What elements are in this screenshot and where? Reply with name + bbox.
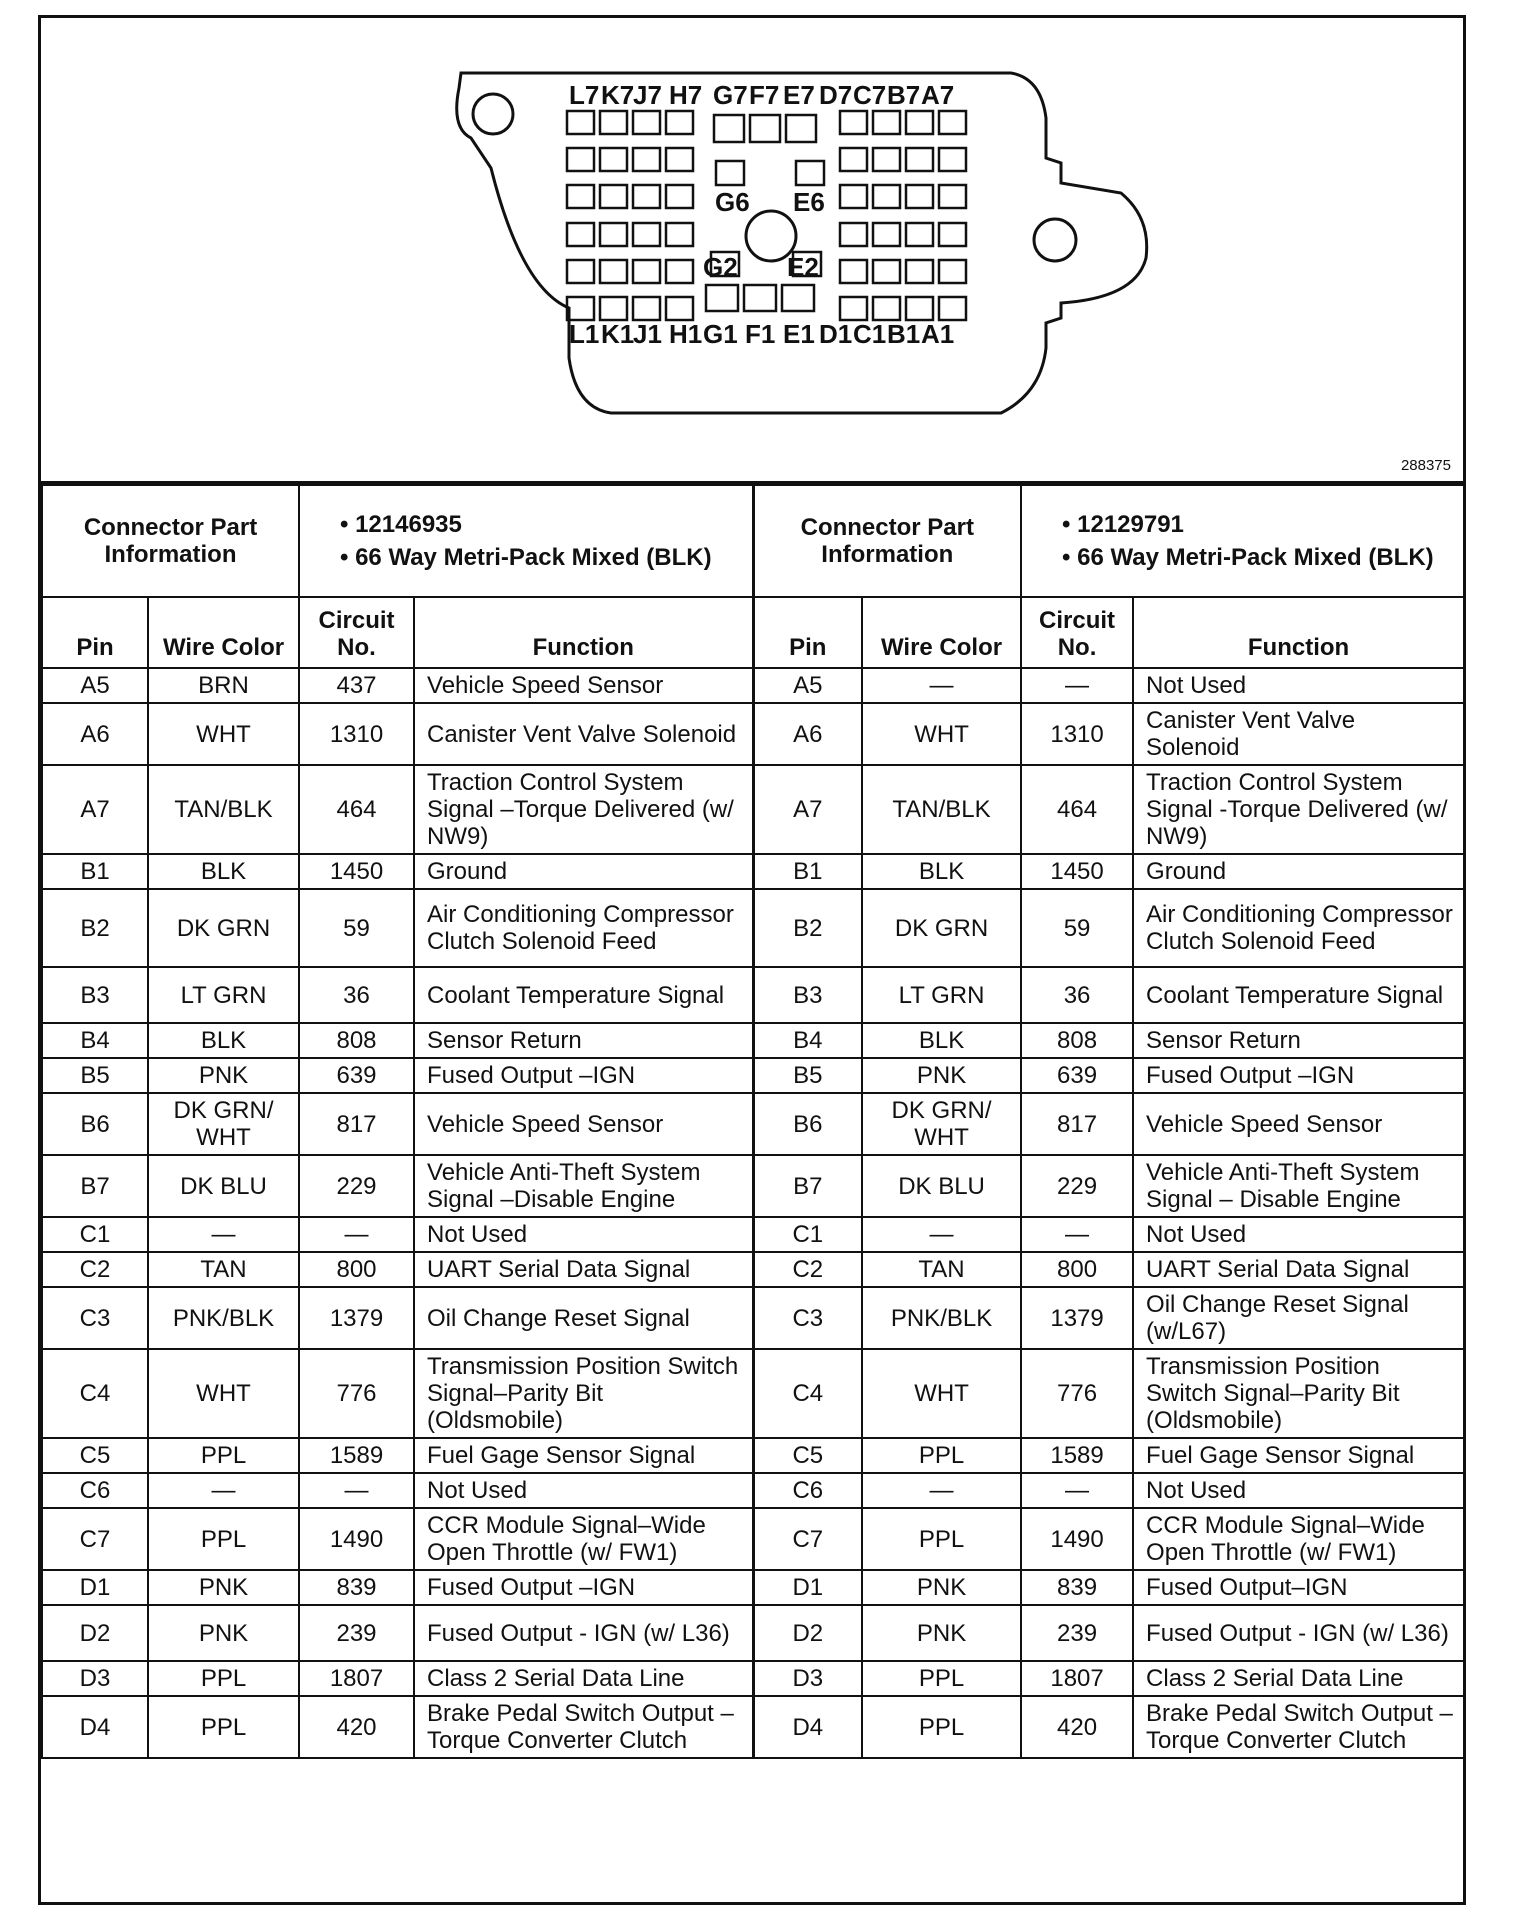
cell-pin-right: B1 (753, 854, 862, 889)
cell-pin: B2 (42, 889, 148, 967)
cell-wire-color-right: PPL (862, 1661, 1021, 1696)
cell-wire-color-right: PPL (862, 1438, 1021, 1473)
cell-wire-color: TAN (148, 1252, 299, 1287)
cell-wire-color-right: — (862, 1473, 1021, 1508)
cell-function: Air Conditioning Compressor Clutch Solenoid Feed (414, 889, 753, 967)
cell-circuit: — (299, 1217, 414, 1252)
cell-function: Not Used (414, 1473, 753, 1508)
cell-function-right: Vehicle Speed Sensor (1133, 1093, 1464, 1155)
table-row (42, 1058, 1464, 1093)
cell-function: Not Used (414, 1217, 753, 1252)
cell-pin: C4 (42, 1349, 148, 1438)
cell-circuit-right: 420 (1021, 1696, 1133, 1758)
table-row (42, 1508, 1464, 1570)
cell-wire-color: PPL (148, 1438, 299, 1473)
pin-cavity (633, 148, 660, 171)
cell-pin-right: D3 (753, 1661, 862, 1696)
pin-cavity (666, 260, 693, 283)
pin-label: C1 (853, 319, 887, 349)
cell-circuit: — (299, 1473, 414, 1508)
pin-label: H7 (669, 80, 703, 110)
cell-circuit-right: 1490 (1021, 1508, 1133, 1570)
cell-circuit: 1450 (299, 854, 414, 889)
cell-function-right: Coolant Temperature Signal (1133, 967, 1464, 1023)
cell-circuit-right: 776 (1021, 1349, 1133, 1438)
cell-circuit: 437 (299, 668, 414, 703)
table-row (42, 1023, 1464, 1058)
pin-cavity (666, 223, 693, 246)
cell-circuit-right: 1589 (1021, 1438, 1133, 1473)
cell-wire-color: PPL (148, 1508, 299, 1570)
pin-cavity (600, 297, 627, 320)
cell-function: Traction Control System Signal –Torque Delivered (w/ NW9) (414, 765, 753, 854)
table-row (42, 1661, 1464, 1696)
cell-circuit-right: 1379 (1021, 1287, 1133, 1349)
pin-cavity (906, 223, 933, 246)
cell-pin-right: C3 (753, 1287, 862, 1349)
cell-pin: B1 (42, 854, 148, 889)
connector-diagram (41, 18, 1463, 484)
cell-function-right: Vehicle Anti-Theft System Signal – Disable Engine (1133, 1155, 1464, 1217)
cell-function-right: Air Conditioning Compressor Clutch Solenoid Feed (1133, 889, 1464, 967)
cell-circuit: 464 (299, 765, 414, 854)
pin-cavity (567, 111, 594, 134)
cell-function: Coolant Temperature Signal (414, 967, 753, 1023)
col-wire-color-right: Wire Color (862, 597, 1021, 668)
cell-pin: A6 (42, 703, 148, 765)
pin-label: D1 (819, 319, 853, 349)
cell-pin-right: D1 (753, 1570, 862, 1605)
cell-pin: B5 (42, 1058, 148, 1093)
connector-info-label-right: Connector Part Information (753, 485, 1021, 597)
cell-circuit-right: 817 (1021, 1093, 1133, 1155)
pin-label: F7 (749, 80, 780, 110)
cell-function: Vehicle Speed Sensor (414, 668, 753, 703)
table-row (42, 854, 1464, 889)
pin-cavity (782, 285, 814, 311)
cell-wire-color: PNK (148, 1058, 299, 1093)
pin-cavity (906, 185, 933, 208)
cell-pin: C1 (42, 1217, 148, 1252)
cell-wire-color: WHT (148, 703, 299, 765)
pin-cavity (939, 185, 966, 208)
cell-wire-color-right: TAN (862, 1252, 1021, 1287)
table-row (42, 1217, 1464, 1252)
col-pin-right: Pin (753, 597, 862, 668)
cell-circuit: 839 (299, 1570, 414, 1605)
cell-circuit: 239 (299, 1605, 414, 1661)
cell-pin: A7 (42, 765, 148, 854)
cell-circuit-right: 639 (1021, 1058, 1133, 1093)
table-row (42, 1349, 1464, 1438)
table-row (42, 1570, 1464, 1605)
cell-pin: A5 (42, 668, 148, 703)
table-row (42, 1473, 1464, 1508)
cell-function-right: Fused Output–IGN (1133, 1570, 1464, 1605)
pin-cavity (786, 115, 816, 142)
pin-cavity (750, 115, 780, 142)
table-row (42, 889, 1464, 967)
cell-circuit-right: — (1021, 1217, 1133, 1252)
connector-part-right (1021, 485, 1464, 597)
pin-cavity (939, 148, 966, 171)
connector-outline (457, 73, 1147, 413)
pin-label: G1 (703, 319, 738, 349)
pin-cavity (873, 185, 900, 208)
cell-circuit-right: 239 (1021, 1605, 1133, 1661)
pin-cavity (567, 260, 594, 283)
cell-circuit-right: 229 (1021, 1155, 1133, 1217)
cell-wire-color-right: WHT (862, 703, 1021, 765)
cell-function-right: Ground (1133, 854, 1464, 889)
cell-wire-color-right: DK GRN/ WHT (862, 1093, 1021, 1155)
pin-cavity (906, 260, 933, 283)
col-circuit-right: Circuit No. (1021, 597, 1133, 668)
cell-pin-right: B5 (753, 1058, 862, 1093)
cell-function-right: Traction Control System Signal -Torque Delivered (w/ NW9) (1133, 765, 1464, 854)
cell-pin: B4 (42, 1023, 148, 1058)
cell-wire-color: BRN (148, 668, 299, 703)
cell-wire-color-right: LT GRN (862, 967, 1021, 1023)
pin-cavity (633, 260, 660, 283)
cell-function: Fuel Gage Sensor Signal (414, 1438, 753, 1473)
pin-label: J7 (633, 80, 662, 110)
cell-function: UART Serial Data Signal (414, 1252, 753, 1287)
cell-circuit: 800 (299, 1252, 414, 1287)
cell-pin: B7 (42, 1155, 148, 1217)
cell-wire-color-right: BLK (862, 854, 1021, 889)
cell-circuit: 808 (299, 1023, 414, 1058)
cell-wire-color: — (148, 1217, 299, 1252)
pin-cavity (906, 111, 933, 134)
cell-wire-color-right: PPL (862, 1508, 1021, 1570)
cell-circuit-right: 800 (1021, 1252, 1133, 1287)
cell-function: Brake Pedal Switch Output –Torque Converter Clutch (414, 1696, 753, 1758)
cell-pin-right: C4 (753, 1349, 862, 1438)
cell-pin-right: B2 (753, 889, 862, 967)
table-row (42, 765, 1464, 854)
cell-function: Vehicle Speed Sensor (414, 1093, 753, 1155)
cell-wire-color-right: DK GRN (862, 889, 1021, 967)
cell-pin-right: D2 (753, 1605, 862, 1661)
pin-label: K7 (601, 80, 635, 110)
cell-circuit: 1310 (299, 703, 414, 765)
cell-function: Fused Output - IGN (w/ L36) (414, 1605, 753, 1661)
pin-cavity (666, 111, 693, 134)
pin-cavity (873, 223, 900, 246)
cell-circuit-right: 1310 (1021, 703, 1133, 765)
cell-function: Vehicle Anti-Theft System Signal –Disable Engine (414, 1155, 753, 1217)
table-row (42, 1093, 1464, 1155)
cell-wire-color: PNK (148, 1570, 299, 1605)
cell-pin-right: A7 (753, 765, 862, 854)
cell-pin: D4 (42, 1696, 148, 1758)
cell-function: Canister Vent Valve Solenoid (414, 703, 753, 765)
cell-wire-color-right: PNK (862, 1058, 1021, 1093)
part-desc-right: • 66 Way Metri-Pack Mixed (BLK) (1062, 544, 1434, 571)
cell-circuit-right: — (1021, 1473, 1133, 1508)
cell-function-right: Sensor Return (1133, 1023, 1464, 1058)
pin-label: L1 (569, 319, 600, 349)
col-pin: Pin (42, 597, 148, 668)
table-row (42, 1155, 1464, 1217)
pin-label: G7 (713, 80, 748, 110)
cell-pin: C6 (42, 1473, 148, 1508)
pin-cavity (840, 148, 867, 171)
cell-pin: D2 (42, 1605, 148, 1661)
table-row (42, 1287, 1464, 1349)
pin-cavity (600, 185, 627, 208)
cell-function: Class 2 Serial Data Line (414, 1661, 753, 1696)
cell-function-right: Brake Pedal Switch Output –Torque Converter Clutch (1133, 1696, 1464, 1758)
cell-circuit-right: — (1021, 668, 1133, 703)
cell-circuit-right: 464 (1021, 765, 1133, 854)
part-number-left: • 12146935 (340, 511, 462, 538)
cell-pin: C7 (42, 1508, 148, 1570)
cell-wire-color-right: — (862, 668, 1021, 703)
cell-wire-color: LT GRN (148, 967, 299, 1023)
cell-wire-color: PNK (148, 1605, 299, 1661)
pin-label: E7 (783, 80, 815, 110)
cell-circuit: 1490 (299, 1508, 414, 1570)
cell-function-right: CCR Module Signal–Wide Open Throttle (w/ FW1) (1133, 1508, 1464, 1570)
cell-function-right: Fuel Gage Sensor Signal (1133, 1438, 1464, 1473)
cell-function: Transmission Position Switch Signal–Parity Bit (Oldsmobile) (414, 1349, 753, 1438)
mounting-hole-right (1034, 219, 1076, 261)
pin-cavity (633, 297, 660, 320)
table-row (42, 1605, 1464, 1661)
pin-cavity (633, 223, 660, 246)
cell-pin-right: C6 (753, 1473, 862, 1508)
cell-pin: D1 (42, 1570, 148, 1605)
cell-pin: B6 (42, 1093, 148, 1155)
pin-cavity (840, 223, 867, 246)
cell-pin-right: B4 (753, 1023, 862, 1058)
pin-cavity (840, 297, 867, 320)
pin-cavity (840, 260, 867, 283)
pin-label: G2 (703, 252, 738, 282)
pin-cavity (567, 297, 594, 320)
cell-pin-right: B7 (753, 1155, 862, 1217)
cell-wire-color-right: DK BLU (862, 1155, 1021, 1217)
cell-function-right: UART Serial Data Signal (1133, 1252, 1464, 1287)
cell-wire-color: — (148, 1473, 299, 1508)
cell-function-right: Not Used (1133, 1217, 1464, 1252)
cell-circuit: 1807 (299, 1661, 414, 1696)
cell-function-right: Transmission Position Switch Signal–Parity Bit (Oldsmobile) (1133, 1349, 1464, 1438)
cell-function-right: Canister Vent Valve Solenoid (1133, 703, 1464, 765)
cell-pin-right: C1 (753, 1217, 862, 1252)
pin-cavity (939, 223, 966, 246)
pin-label: J1 (633, 319, 662, 349)
cell-circuit: 59 (299, 889, 414, 967)
table-row (42, 967, 1464, 1023)
pin-label: B1 (887, 319, 921, 349)
cell-wire-color-right: — (862, 1217, 1021, 1252)
part-desc-left: • 66 Way Metri-Pack Mixed (BLK) (340, 544, 712, 571)
pin-label: E2 (787, 252, 819, 282)
cell-circuit-right: 36 (1021, 967, 1133, 1023)
col-function-right: Function (1133, 597, 1464, 668)
pin-cavity (567, 148, 594, 171)
cell-circuit-right: 808 (1021, 1023, 1133, 1058)
pin-cavity (633, 185, 660, 208)
cell-wire-color-right: PNK (862, 1605, 1021, 1661)
cell-circuit-right: 59 (1021, 889, 1133, 967)
pin-label: A1 (921, 319, 955, 349)
pinout-table (41, 484, 1465, 1759)
pin-label: C7 (853, 80, 887, 110)
cell-function: Fused Output –IGN (414, 1570, 753, 1605)
pin-cavity (840, 111, 867, 134)
cell-circuit: 776 (299, 1349, 414, 1438)
cell-wire-color: TAN/BLK (148, 765, 299, 854)
table-row (42, 1438, 1464, 1473)
pin-cavity (939, 260, 966, 283)
pin-cavity (840, 185, 867, 208)
pin-cavity (716, 161, 744, 185)
cell-circuit: 420 (299, 1696, 414, 1758)
cell-circuit: 639 (299, 1058, 414, 1093)
cell-wire-color-right: BLK (862, 1023, 1021, 1058)
pin-label: E6 (793, 187, 825, 217)
cell-function: Ground (414, 854, 753, 889)
cell-circuit: 36 (299, 967, 414, 1023)
pin-cavity (633, 111, 660, 134)
table-row (42, 1696, 1464, 1758)
pin-cavity (666, 148, 693, 171)
cell-function: Sensor Return (414, 1023, 753, 1058)
pin-cavity (873, 111, 900, 134)
cell-pin: C2 (42, 1252, 148, 1287)
figure-id: 288375 (1400, 457, 1451, 474)
cell-wire-color-right: PNK/BLK (862, 1287, 1021, 1349)
cell-circuit: 817 (299, 1093, 414, 1155)
cell-function-right: Not Used (1133, 668, 1464, 703)
mounting-hole-left (473, 94, 513, 134)
cell-wire-color: WHT (148, 1349, 299, 1438)
pin-cavity (714, 115, 744, 142)
pin-cavity (906, 148, 933, 171)
cell-wire-color: DK GRN/ WHT (148, 1093, 299, 1155)
pin-cavity (600, 111, 627, 134)
cell-pin-right: D4 (753, 1696, 862, 1758)
pin-cavity (796, 161, 824, 185)
cell-circuit-right: 1450 (1021, 854, 1133, 889)
cell-wire-color: DK BLU (148, 1155, 299, 1217)
connector-face-drawing (41, 18, 1463, 478)
cell-function-right: Fused Output –IGN (1133, 1058, 1464, 1093)
cell-function-right: Fused Output - IGN (w/ L36) (1133, 1605, 1464, 1661)
cell-pin-right: C5 (753, 1438, 862, 1473)
table-row (42, 703, 1464, 765)
pin-cavity (567, 223, 594, 246)
connector-info-row (42, 485, 1464, 597)
cell-circuit-right: 1807 (1021, 1661, 1133, 1696)
pin-label: H1 (669, 319, 703, 349)
table-row (42, 668, 1464, 703)
pin-cavity (600, 148, 627, 171)
cell-circuit: 1379 (299, 1287, 414, 1349)
cell-pin-right: A5 (753, 668, 862, 703)
cell-wire-color: BLK (148, 1023, 299, 1058)
connector-part-left (299, 485, 753, 597)
cell-pin-right: B6 (753, 1093, 862, 1155)
cell-pin-right: C2 (753, 1252, 862, 1287)
cell-wire-color: PNK/BLK (148, 1287, 299, 1349)
cell-wire-color: PPL (148, 1696, 299, 1758)
col-circuit: Circuit No. (299, 597, 414, 668)
pin-cavity (744, 285, 776, 311)
part-number-right: • 12129791 (1062, 511, 1184, 538)
page-frame (38, 15, 1466, 1905)
pin-label: G6 (715, 187, 750, 217)
cell-function: Oil Change Reset Signal (414, 1287, 753, 1349)
cell-pin-right: B3 (753, 967, 862, 1023)
cell-wire-color: PPL (148, 1661, 299, 1696)
cell-pin-right: A6 (753, 703, 862, 765)
pin-label: A7 (921, 80, 955, 110)
pin-cavity (600, 260, 627, 283)
pin-cavity (706, 285, 738, 311)
pin-cavity (666, 297, 693, 320)
pin-label: K1 (601, 319, 635, 349)
pin-cavity (906, 297, 933, 320)
pin-cavity (939, 297, 966, 320)
cell-wire-color-right: PPL (862, 1696, 1021, 1758)
connector-info-label-left: Connector Part Information (42, 485, 299, 597)
col-wire-color: Wire Color (148, 597, 299, 668)
table-row (42, 1252, 1464, 1287)
cell-circuit: 1589 (299, 1438, 414, 1473)
cell-wire-color: DK GRN (148, 889, 299, 967)
cell-function: CCR Module Signal–Wide Open Throttle (w/ FW1) (414, 1508, 753, 1570)
pin-cavity (600, 223, 627, 246)
cell-circuit-right: 839 (1021, 1570, 1133, 1605)
pin-label: L7 (569, 80, 600, 110)
cell-function: Fused Output –IGN (414, 1058, 753, 1093)
pin-cavity (873, 148, 900, 171)
pin-cavity (873, 297, 900, 320)
pin-label: D7 (819, 80, 853, 110)
cell-wire-color-right: WHT (862, 1349, 1021, 1438)
cell-circuit: 229 (299, 1155, 414, 1217)
col-function: Function (414, 597, 753, 668)
cell-wire-color-right: PNK (862, 1570, 1021, 1605)
cell-function-right: Not Used (1133, 1473, 1464, 1508)
pin-label: E1 (783, 319, 815, 349)
cell-wire-color-right: TAN/BLK (862, 765, 1021, 854)
pin-cavity (666, 185, 693, 208)
cell-wire-color: BLK (148, 854, 299, 889)
cell-pin-right: C7 (753, 1508, 862, 1570)
pin-cavity (567, 185, 594, 208)
cell-function-right: Class 2 Serial Data Line (1133, 1661, 1464, 1696)
pin-cavity (939, 111, 966, 134)
pin-label: F1 (745, 319, 776, 349)
pin-label: B7 (887, 80, 921, 110)
pin-cavity (873, 260, 900, 283)
cell-function-right: Oil Change Reset Signal (w/L67) (1133, 1287, 1464, 1349)
cell-pin: B3 (42, 967, 148, 1023)
cell-pin: C3 (42, 1287, 148, 1349)
cell-pin: D3 (42, 1661, 148, 1696)
column-header-row (42, 597, 1464, 668)
cell-pin: C5 (42, 1438, 148, 1473)
pinout-rows (42, 668, 1464, 1758)
